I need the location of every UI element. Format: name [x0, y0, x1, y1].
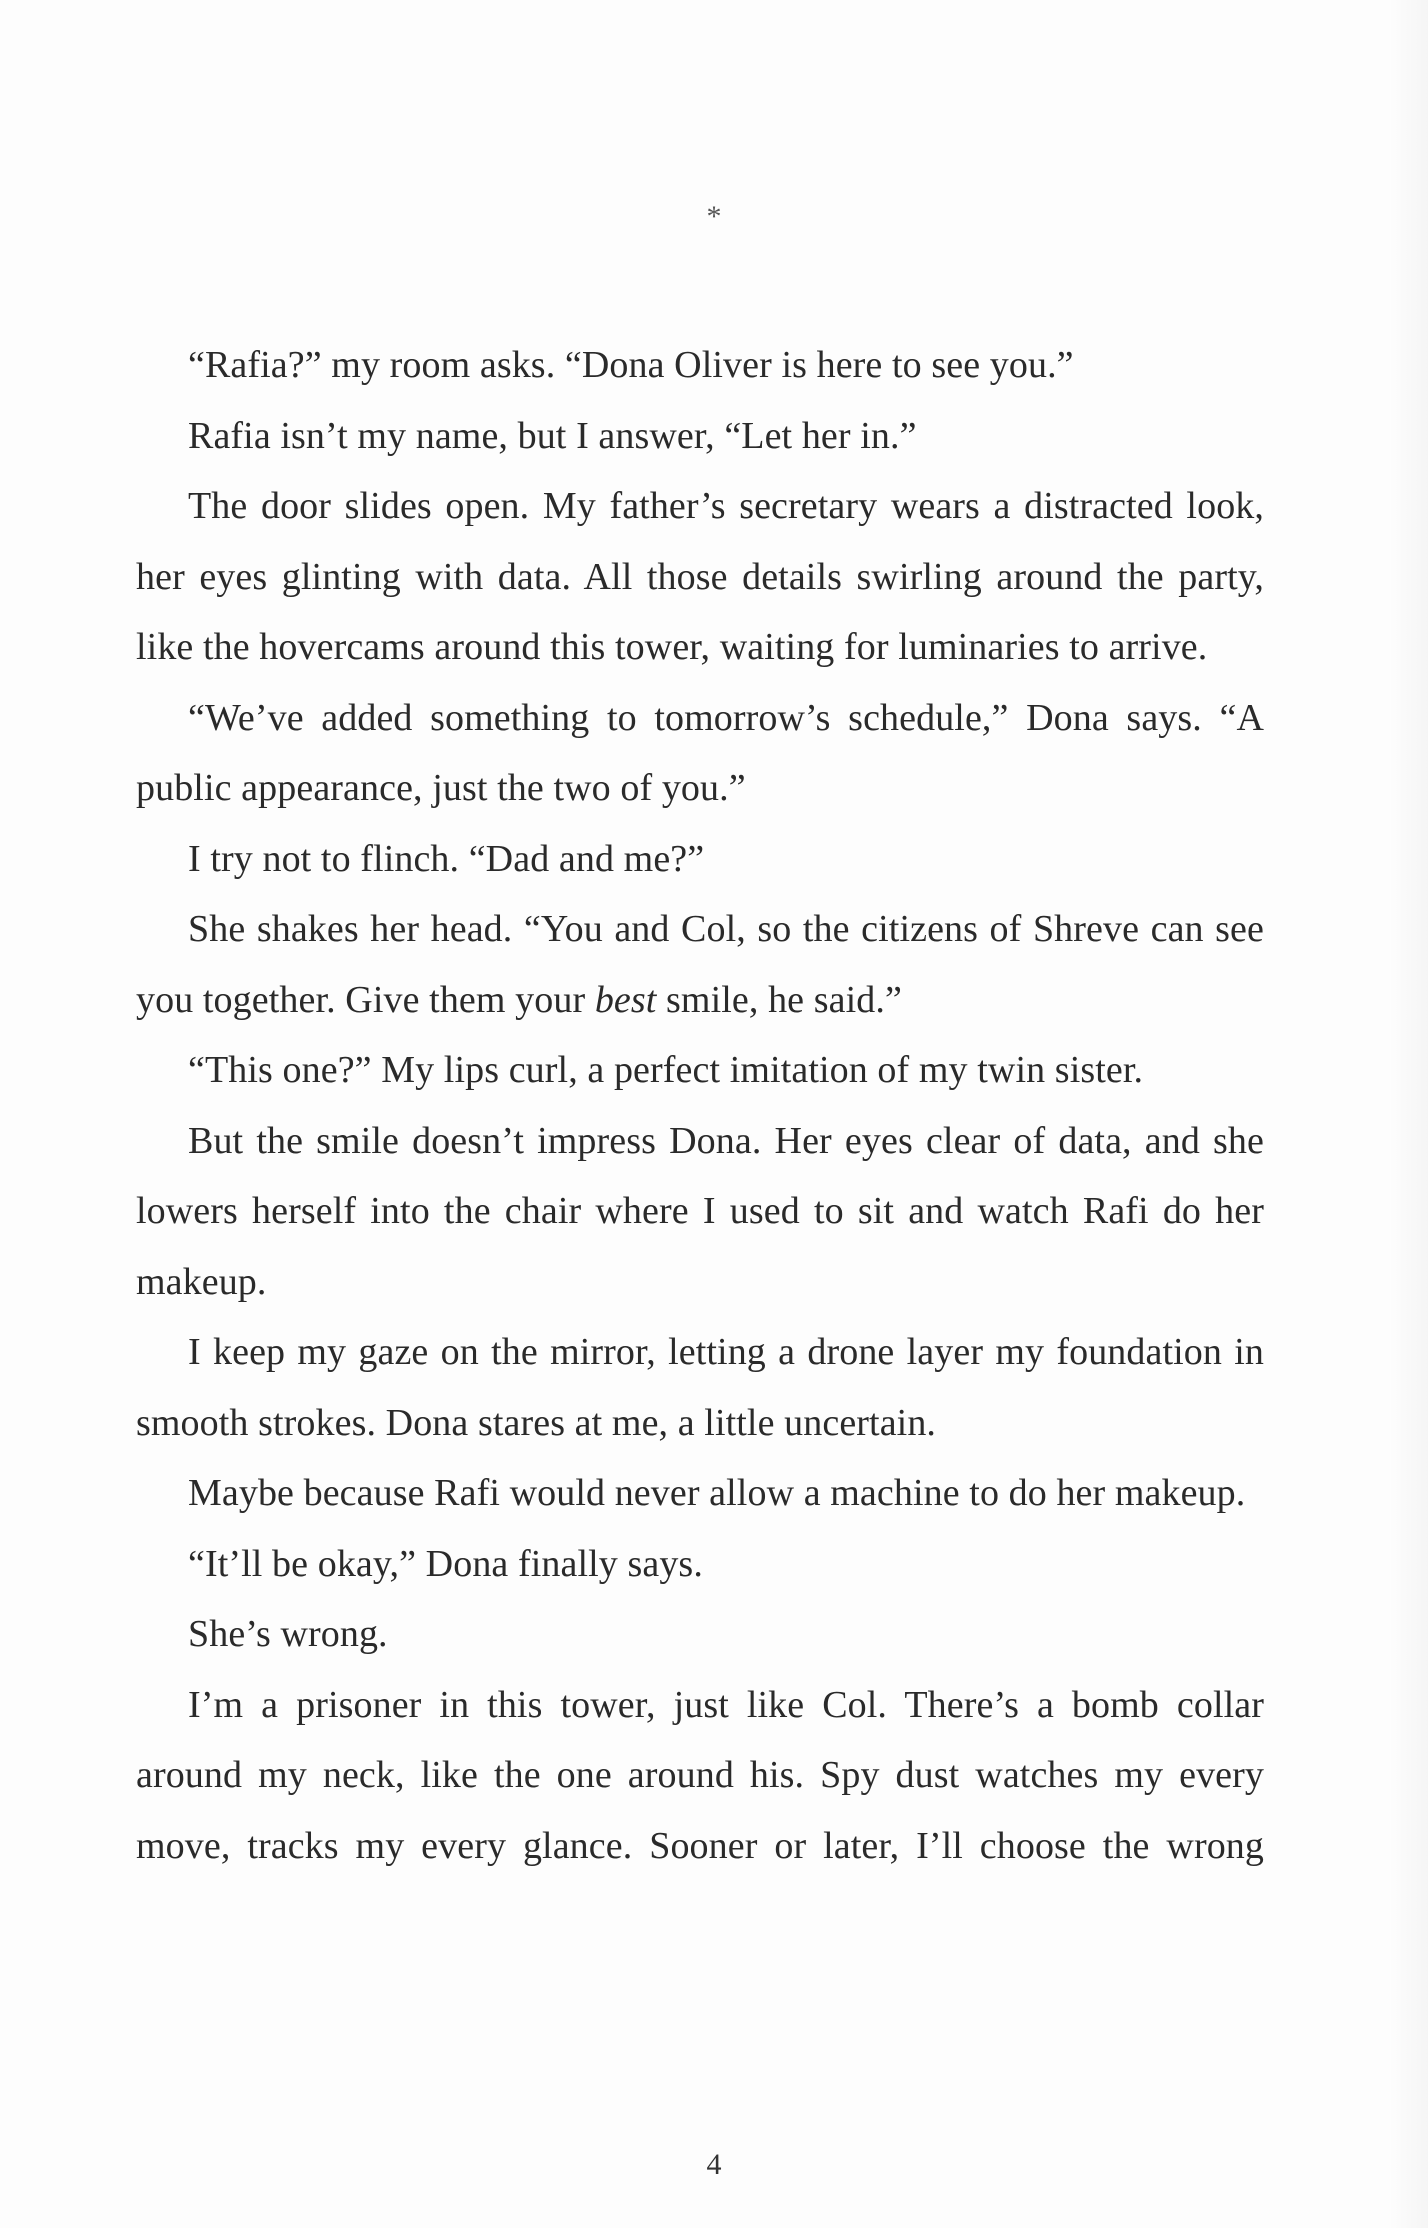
paragraph-13: I’m a prisoner in this tower, just like Col. There’s a bomb collar around my neck, like the one around his. Spy dust watches my every move, tracks my every glance. Sooner or later, I’ll choose the wrong [136, 1683, 1264, 1867]
paragraph-2: Rafia isn’t my name, but I answer, “Let her in.” [188, 414, 917, 457]
paragraph-7: “This one?” My lips curl, a perfect imitation of my twin sister. [188, 1049, 1144, 1091]
paragraph-4: “We’ve added something to tomorrow’s schedule,” Dona says. “A public appearance, just the two of you.” [136, 696, 1264, 809]
body-text [136, 330, 1264, 1881]
paragraph-6-start: She shakes her head. “You and Col, so the citizens of Shreve can see you together. Give them your [136, 908, 1264, 1021]
paragraph-6 [136, 894, 1264, 1035]
paragraph-6-end: smile, he said.” [656, 978, 902, 1021]
paragraph-8: But the smile doesn’t impress Dona. Her eyes clear of data, and she lowers herself into the chair where I used to sit and watch Rafi do her makeup. [136, 1119, 1264, 1303]
paragraph-6-emphasis: best [594, 978, 657, 1021]
paragraph-5: I try not to flinch. “Dad and me?” [188, 837, 705, 880]
page-edge-shadow [1388, 0, 1428, 2228]
page-number: 4 [706, 2148, 722, 2181]
paragraph-3: The door slides open. My father’s secretary wears a distracted look, her eyes glinting with data. All those details swirling around the party, like the hovercams around this tower, waiting for luminaries to arrive. [136, 485, 1264, 668]
paragraph-12: She’s wrong. [188, 1613, 388, 1655]
paragraph-1: “Rafia?” my room asks. “Dona Oliver is here to see you.” [188, 344, 1074, 386]
scene-break-asterisk: * [706, 200, 722, 233]
paragraph-9: I keep my gaze on the mirror, letting a drone layer my foundation in smooth strokes. Dona stares at me, a little uncertain. [136, 1331, 1264, 1444]
paragraph-10: Maybe because Rafi would never allow a machine to do her makeup. [188, 1472, 1246, 1514]
paragraph-11: “It’ll be okay,” Dona finally says. [188, 1542, 703, 1585]
